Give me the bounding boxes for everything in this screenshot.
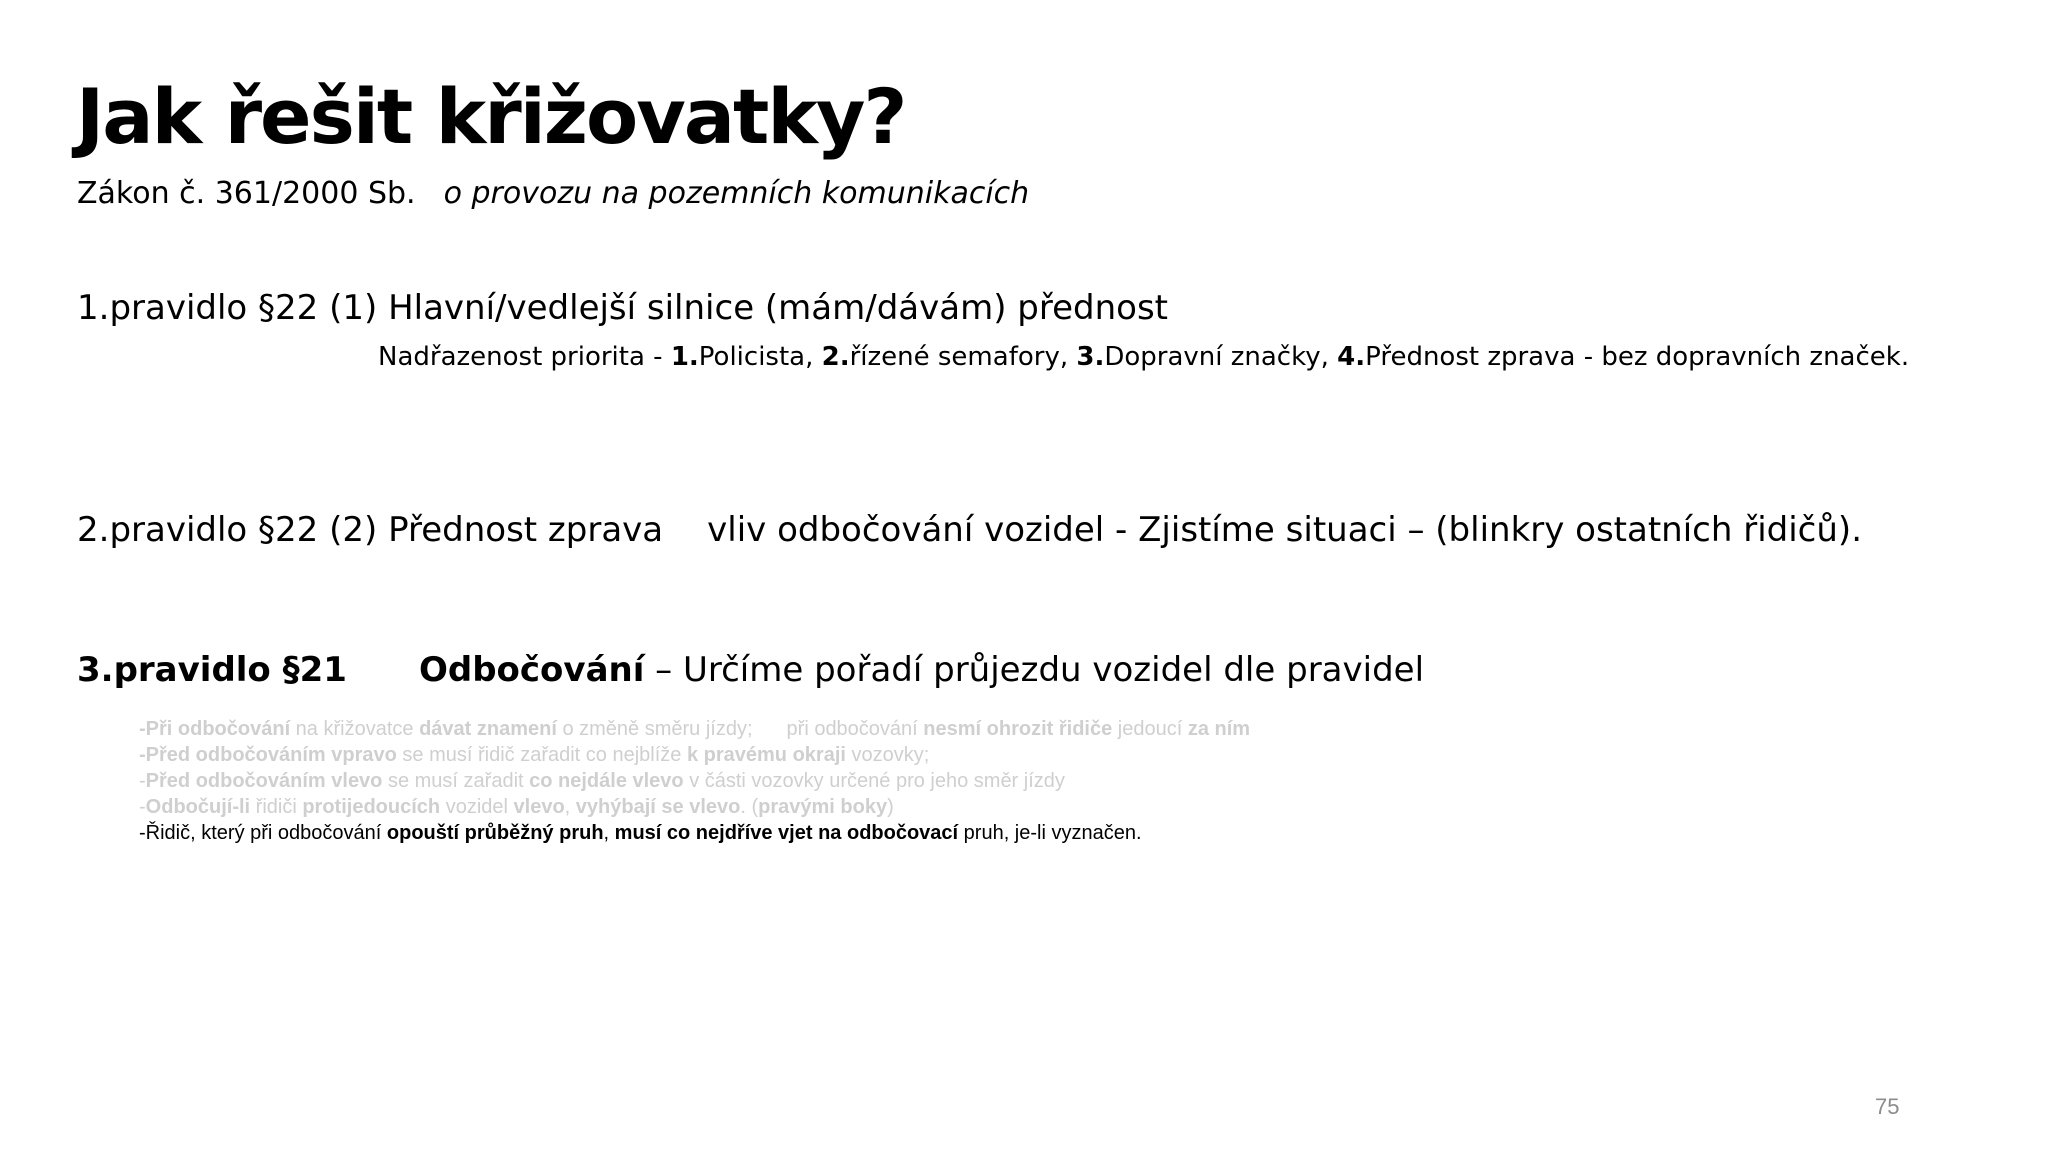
emphasis: -Před odbočováním vpravo	[139, 744, 397, 766]
rule-1-heading: 1.pravidlo §22 (1) Hlavní/vedlejší silnice (mám/dávám) přednost	[77, 288, 1168, 328]
priority-text: Přednost zprava - bez dopravních značek.	[1365, 342, 1910, 372]
list-item	[139, 794, 1250, 820]
emphasis: k pravému okraji	[686, 744, 846, 766]
list-item	[139, 742, 1250, 768]
text: )	[887, 796, 894, 818]
text: jedoucí	[1112, 718, 1188, 740]
rule-3	[77, 650, 1424, 690]
rule-1-priority-detail	[378, 342, 1909, 372]
emphasis: Odbočují-li	[145, 796, 251, 818]
emphasis: nesmí ohrozit řidiče	[923, 718, 1113, 740]
list-item	[139, 768, 1250, 794]
priority-text: Dopravní značky,	[1104, 342, 1338, 372]
text: řidiči	[250, 796, 303, 818]
rule-2-text: vliv odbočování vozidel - Zjistíme situaci – (blinkry ostatních řidičů).	[707, 510, 1862, 550]
emphasis: Před odbočováním vlevo	[145, 770, 383, 792]
law-number: Zákon č. 361/2000 Sb.	[77, 176, 416, 211]
text: vozovky;	[845, 744, 930, 766]
text: vozidel	[440, 796, 514, 818]
text: -	[139, 796, 146, 818]
text: -	[139, 770, 146, 792]
priority-number: 2.	[821, 342, 850, 372]
rule-2-heading: 2.pravidlo §22 (2) Přednost zprava	[77, 510, 664, 550]
emphasis: -Při odbočování	[139, 718, 291, 740]
text: pruh, je-li vyznačen.	[958, 822, 1142, 844]
emphasis: musí co nejdříve vjet na odbočovací	[614, 822, 959, 844]
priority-text: řízené semafory,	[849, 342, 1077, 372]
priority-number: 3.	[1076, 342, 1105, 372]
emphasis: vyhýbají se vlevo	[575, 796, 741, 818]
emphasis: dávat znamení	[419, 718, 557, 740]
rule-2	[77, 510, 1862, 550]
turning-rules-list	[139, 716, 1250, 846]
emphasis: protijedoucích	[302, 796, 441, 818]
text: . (	[740, 796, 759, 818]
text: při odbočování	[786, 718, 924, 740]
priority-prefix: Nadřazenost priorita -	[378, 342, 671, 372]
law-reference	[77, 176, 1029, 211]
rule-3-text: – Určíme pořadí průjezdu vozidel dle pravidel	[644, 650, 1425, 690]
rule-3-keyword: Odbočování	[418, 650, 645, 690]
priority-text: Policista,	[698, 342, 822, 372]
text: se musí zařadit	[382, 770, 530, 792]
text: o změně směru jízdy;	[556, 718, 753, 740]
text: v části vozovky určené pro jeho směr jízdy	[683, 770, 1065, 792]
text: na křižovatce	[290, 718, 420, 740]
list-item	[139, 716, 1250, 742]
text: -Řidič, který při odbočování	[139, 822, 387, 844]
emphasis: opouští průběžný pruh	[386, 822, 604, 844]
emphasis: vlevo	[513, 796, 565, 818]
list-item	[139, 820, 1250, 846]
text: ,	[603, 822, 615, 844]
emphasis: pravými boky	[758, 796, 888, 818]
page-number: 75	[1875, 1094, 1900, 1119]
priority-number: 1.	[670, 342, 699, 372]
text: ,	[564, 796, 576, 818]
emphasis: za ním	[1187, 718, 1251, 740]
priority-number: 4.	[1337, 342, 1366, 372]
law-name: o provozu na pozemních komunikacích	[443, 176, 1030, 211]
slide-title: Jak řešit křižovatky?	[76, 72, 906, 161]
rule-3-heading: 3.pravidlo §21	[77, 650, 347, 690]
text: se musí řidič zařadit co nejblíže	[396, 744, 687, 766]
emphasis: co nejdále vlevo	[529, 770, 684, 792]
